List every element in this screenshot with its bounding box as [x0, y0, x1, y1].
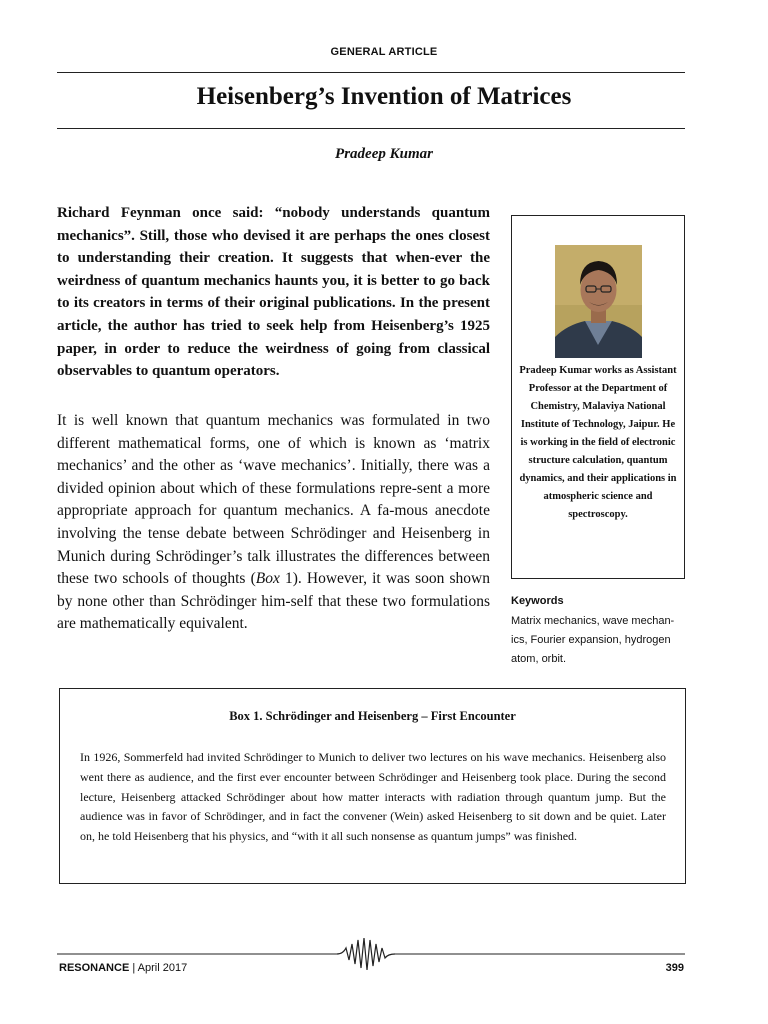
box-reference: Box [255, 570, 280, 588]
box1-text: In 1926, Sommerfeld had invited Schrödinger to Munich to deliver two lectures on his wave mechanics. Heisenberg also went there as audience, and the first ever encounter between Schrödinger and Heisenberg took place. During the second lecture, Heisenberg attacked Schrödinger about how matter interacts with radiation through quantum jump. But the audience was in favor of Schrödinger, and in fact the convener (Wein) asked Heisenberg to sit down and be quiet. Later on, he told Heisenberg that his physics, and “with it all such nonsense as quantum jumps” was finished. [80, 750, 666, 844]
box1-title: Box 1. Schrödinger and Heisenberg – First Encounter [229, 709, 516, 723]
issue-date: April 2017 [137, 962, 188, 974]
author-name: Pradeep Kumar [335, 146, 433, 162]
footer-citation [59, 962, 187, 974]
article-title: Heisenberg’s Invention of Matrices [196, 83, 572, 110]
footer-separator: | [132, 962, 136, 974]
page-number: 399 [665, 962, 684, 974]
header-bottom-rule [57, 128, 685, 129]
header-top-rule [57, 72, 685, 73]
author-portrait-image [555, 245, 642, 358]
author-photo [555, 245, 642, 358]
author-bio: Pradeep Kumar works as Assistant Professor at the Department of Chemistry, Malaviya National Institute of Technology, Jaipur. He is working in the field of electronic structure calculation, quantum dynamics, and their applications in atmospheric science and spectroscopy. [519, 365, 677, 520]
keywords-text: Matrix mechanics, wave mechan-ics, Fourier expansion, hydrogen atom, orbit. [511, 615, 675, 665]
section-label: GENERAL ARTICLE [330, 46, 438, 58]
journal-name: RESONANCE [59, 962, 130, 974]
abstract: Richard Feynman once said: “nobody understands quantum mechanics”. Still, those who devised it are perhaps the ones closest to understanding their creation. It suggests that when-ever the weirdness of quantum mechanics haunts you, it is better to go back to its creators in terms of their original publications. In the present article, the author has tried to seek help from Heisenberg’s 1925 paper, in order to reduce the weirdness of going from classical observables to quantum operators. [57, 205, 490, 380]
body-text-part-2: 1). However, it was soon shown by none other than Schrödinger him-self that these two formulations are mathematically equivalent. [57, 570, 490, 633]
body-paragraph [57, 410, 490, 636]
body-text-part-1: It is well known that quantum mechanics was formulated in two different mathematical forms, one of which is known as ‘matrix mechanics’ and the other as ‘wave mechanics’. Initially, there was a divided opinion about which of these formulations repre-sent a more appropriate approach for quantum mechanics. A fa-mous anecdote involving the tense debate between Schrödinger and Heisenberg in Munich during Schrödinger’s talk illustrates the differences between these two schools of thoughts ( [57, 412, 490, 588]
keywords-title: Keywords [511, 595, 564, 607]
